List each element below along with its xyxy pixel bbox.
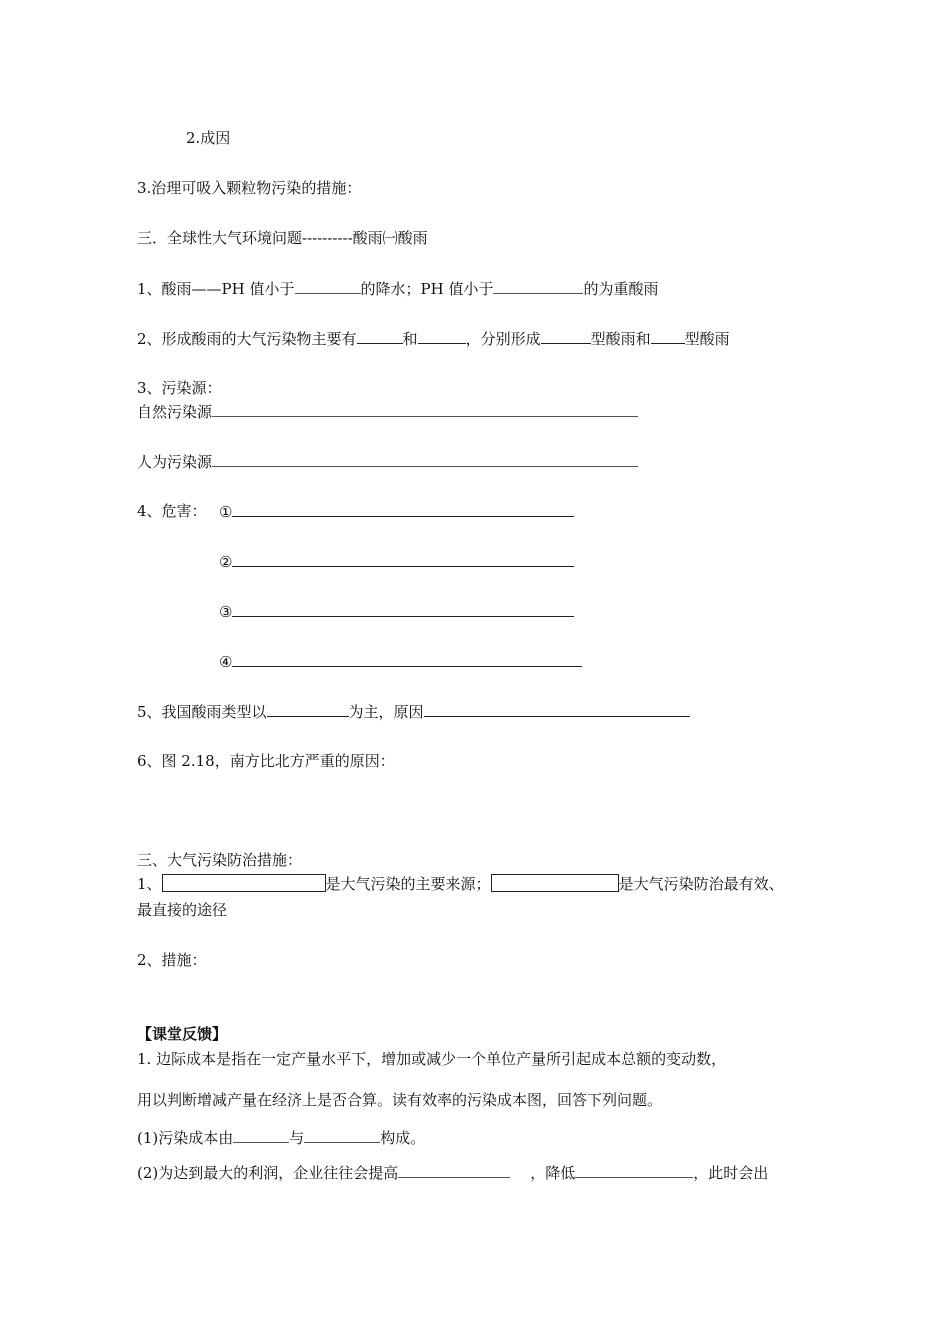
human-source-row: [137, 451, 638, 472]
harm-blank-4[interactable]: [232, 651, 582, 667]
q2-text-c: ，分别形成: [465, 330, 541, 348]
q5-text-b: 为主，原因: [348, 703, 424, 721]
fb-q1-text-b: 与: [289, 1129, 305, 1147]
human-source-blank[interactable]: [212, 451, 638, 467]
q5-text-a: 5、我国酸雨类型以: [137, 703, 267, 721]
fb-q2-text-a: (2)为达到最大的利润，企业往往会提高: [137, 1164, 399, 1182]
fb-q1-blank-1[interactable]: [233, 1127, 289, 1143]
q2-text-d: 型酸雨和: [590, 330, 651, 348]
particulate-measures: 3.治理可吸入颗粒物污染的措施：: [137, 179, 362, 197]
q5-blank-1[interactable]: [267, 701, 349, 717]
harm-blank-2[interactable]: [232, 551, 574, 567]
p1-number: 1、: [137, 875, 162, 893]
fb-q2-blank-2[interactable]: [575, 1162, 693, 1178]
q1-blank-1[interactable]: [295, 278, 361, 294]
feedback-sub-2: [137, 1162, 768, 1183]
p1-text-a: 是大气污染的主要来源；: [325, 875, 491, 893]
harm-blank-1[interactable]: [232, 501, 574, 517]
fb-q2-blank-1[interactable]: [398, 1162, 510, 1178]
prevention-1: [137, 874, 784, 894]
q2-text-e: 型酸雨: [684, 330, 730, 348]
harm-mark-2: ②: [219, 553, 233, 571]
acid-rain-section-title: 三．全球性大气环境问题----------酸雨㈠酸雨: [137, 229, 428, 247]
q1-blank-2[interactable]: [493, 278, 583, 294]
p1-text-b: 是大气污染防治最有效、: [618, 875, 784, 893]
q1-text-c: 的为重酸雨: [583, 280, 659, 298]
q1-text-a: 1、酸雨——PH 值小于: [137, 280, 295, 298]
harm-blank-3[interactable]: [232, 601, 574, 617]
human-source-label: 人为污染源: [137, 453, 213, 471]
p1-box-2[interactable]: [491, 874, 619, 892]
q2-blank-2[interactable]: [418, 328, 466, 344]
q2-text-a: 2、形成酸雨的大气污染物主要有: [137, 330, 357, 348]
natural-source-blank[interactable]: [212, 401, 638, 417]
q2-blank-1[interactable]: [357, 328, 403, 344]
feedback-q1-line1: 1. 边际成本是指在一定产量水平下，增加或减少一个单位产量所引起成本总额的变动数，: [137, 1050, 727, 1068]
feedback-sub-1: [137, 1127, 425, 1148]
q5-blank-2[interactable]: [424, 701, 690, 717]
natural-source-label: 自然污染源: [137, 403, 213, 421]
harm-row-4: [219, 651, 582, 672]
harm-mark-1: ①: [219, 503, 233, 521]
harm-row-1: [219, 501, 574, 522]
prevention-2: 2、措施：: [137, 951, 207, 969]
question-5: [137, 701, 690, 722]
prevention-title: 三、大气污染防治措施：: [137, 851, 303, 869]
feedback-q1-line2: 用以判断增减产量在经济上是否合算。读有效率的污染成本图，回答下列问题。: [137, 1091, 663, 1109]
harm-mark-3: ③: [219, 603, 233, 621]
q2-text-b: 和: [402, 330, 418, 348]
q2-blank-4[interactable]: [651, 328, 685, 344]
harm-row-2: [219, 551, 574, 572]
fb-q1-blank-2[interactable]: [304, 1127, 380, 1143]
fb-q1-text-a: (1)污染成本由: [137, 1129, 234, 1147]
question-1: [137, 278, 658, 299]
q2-blank-3[interactable]: [541, 328, 591, 344]
p1-box-1[interactable]: [162, 874, 326, 892]
question-6: 6、图 2.18，南方比北方严重的原因：: [137, 752, 395, 770]
fb-q1-text-c: 构成。: [380, 1129, 426, 1147]
harm-row-3: [219, 601, 574, 622]
prevention-1-cont: 最直接的途径: [137, 901, 228, 919]
question-3: 3、污染源：: [137, 379, 222, 397]
question-2: [137, 328, 730, 349]
q1-text-b: 的降水；PH 值小于: [360, 280, 494, 298]
natural-source-row: [137, 401, 638, 422]
feedback-title: 【课堂反馈】: [137, 1025, 228, 1043]
fb-q2-text-c: ，此时会出: [693, 1164, 769, 1182]
harm-mark-4: ④: [219, 653, 233, 671]
cause-heading: 2.成因: [186, 129, 231, 147]
harm-label: 4、危害：: [137, 502, 207, 520]
fb-q2-text-b: ，降低: [530, 1164, 576, 1182]
